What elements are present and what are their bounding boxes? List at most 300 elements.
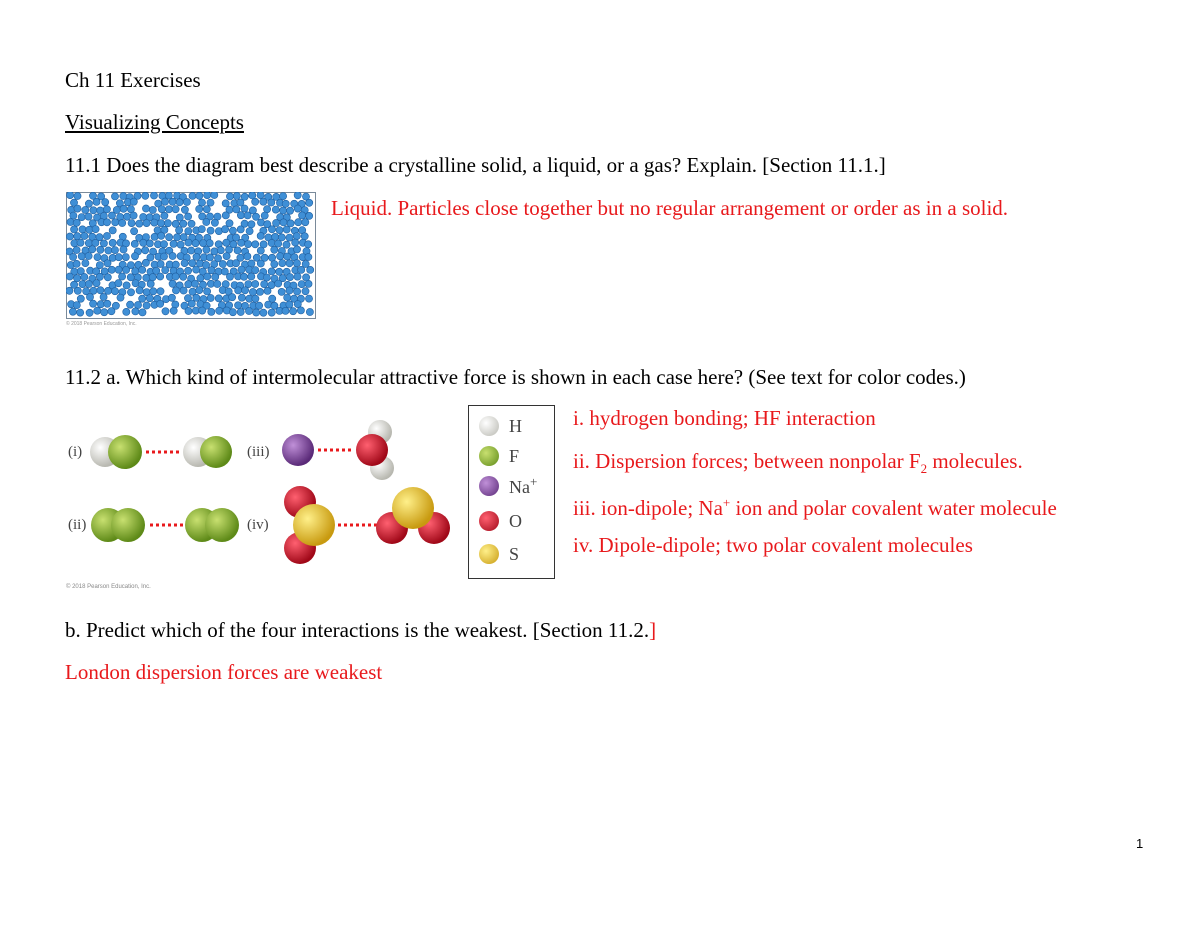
liquid-particle bbox=[261, 212, 268, 219]
liquid-particle bbox=[286, 287, 293, 294]
liquid-particle bbox=[214, 280, 221, 287]
answer-iii-tail: ion and polar covalent water molecule bbox=[730, 496, 1057, 520]
liquid-particle bbox=[69, 308, 76, 315]
liquid-particle bbox=[90, 207, 97, 214]
liquid-particle bbox=[96, 273, 103, 280]
liquid-particle bbox=[278, 288, 285, 295]
liquid-particle bbox=[102, 199, 109, 206]
liquid-particle bbox=[136, 287, 143, 294]
liquid-particle bbox=[149, 206, 156, 213]
liquid-particle bbox=[105, 247, 112, 254]
liquid-particle bbox=[189, 260, 196, 267]
liquid-particle bbox=[158, 232, 165, 239]
liquid-particle bbox=[127, 289, 134, 296]
sodium-ion bbox=[282, 434, 314, 466]
liquid-particle bbox=[104, 260, 111, 267]
liquid-particle bbox=[268, 239, 275, 246]
liquid-particle bbox=[90, 287, 97, 294]
liquid-particle bbox=[142, 247, 149, 254]
liquid-particle bbox=[169, 252, 176, 259]
liquid-particle bbox=[306, 212, 313, 219]
liquid-particle bbox=[101, 309, 108, 316]
liquid-particle bbox=[282, 307, 289, 314]
liquid-particle bbox=[111, 288, 118, 295]
liquid-particle bbox=[208, 267, 215, 274]
liquid-particle bbox=[112, 219, 119, 226]
liquid-particle bbox=[73, 302, 80, 309]
legend-item-o bbox=[479, 509, 522, 533]
answer-iii-text: iii. ion-dipole; Na bbox=[573, 496, 723, 520]
liquid-particle bbox=[286, 301, 293, 308]
liquid-particle bbox=[120, 246, 127, 253]
liquid-particle bbox=[244, 253, 251, 260]
liquid-particle bbox=[115, 254, 122, 261]
liquid-particle bbox=[166, 234, 173, 241]
liquid-particle bbox=[222, 226, 229, 233]
liquid-particle bbox=[280, 219, 287, 226]
liquid-particle bbox=[305, 253, 312, 260]
liquid-particle bbox=[193, 253, 200, 260]
liquid-particle bbox=[276, 268, 283, 275]
liquid-particle bbox=[100, 240, 107, 247]
liquid-particle bbox=[264, 287, 271, 294]
liquid-particle bbox=[139, 309, 146, 316]
liquid-particle bbox=[207, 227, 214, 234]
case-label-iv: (iv) bbox=[247, 517, 269, 533]
liquid-particle bbox=[164, 220, 171, 227]
liquid-particle bbox=[81, 232, 88, 239]
sodium-swatch bbox=[479, 476, 499, 496]
liquid-particle bbox=[199, 307, 206, 314]
liquid-particle bbox=[104, 274, 111, 281]
water-molecule bbox=[356, 420, 394, 480]
liquid-particle bbox=[245, 241, 252, 248]
liquid-particle bbox=[244, 212, 251, 219]
case-label-ii: (ii) bbox=[68, 517, 87, 533]
legend-label-o: O bbox=[509, 510, 522, 531]
answer-iii-charge: + bbox=[722, 495, 731, 510]
liquid-particle bbox=[180, 220, 187, 227]
liquid-particle bbox=[109, 227, 116, 234]
liquid-particle bbox=[286, 234, 293, 241]
so2-molecule-left bbox=[284, 486, 335, 564]
liquid-particle bbox=[200, 240, 207, 247]
liquid-particle bbox=[252, 241, 259, 248]
liquid-particle bbox=[203, 218, 210, 225]
liquid-particle bbox=[284, 253, 291, 260]
liquid-particle bbox=[242, 287, 249, 294]
liquid-particle bbox=[93, 280, 100, 287]
liquid-particle bbox=[157, 300, 164, 307]
liquid-particle bbox=[128, 220, 135, 227]
liquid-particle bbox=[81, 273, 88, 280]
liquid-particle bbox=[223, 253, 230, 260]
liquid-particle bbox=[229, 227, 236, 234]
liquid-particle bbox=[160, 253, 167, 260]
page-title: Ch 11 Exercises bbox=[65, 68, 201, 92]
liquid-particle bbox=[158, 206, 165, 213]
liquid-particle bbox=[207, 294, 214, 301]
liquid-particle bbox=[185, 213, 192, 220]
answer-11-1: Liquid. Particles close together but no regular arrangement or order as in a solid. bbox=[331, 196, 1009, 220]
liquid-particle bbox=[85, 200, 92, 207]
liquid-particle bbox=[246, 228, 253, 235]
liquid-particle bbox=[268, 309, 275, 316]
liquid-particle bbox=[146, 295, 153, 302]
liquid-particle bbox=[150, 288, 157, 295]
liquid-particle bbox=[240, 273, 247, 280]
color-code-legend bbox=[468, 405, 555, 579]
liquid-particle bbox=[119, 273, 126, 280]
liquid-particle bbox=[123, 308, 130, 315]
liquid-particle bbox=[307, 266, 314, 273]
liquid-particle bbox=[103, 219, 110, 226]
liquid-particle bbox=[306, 308, 313, 315]
liquid-particle bbox=[132, 308, 139, 315]
liquid-particle bbox=[123, 266, 130, 273]
liquid-particle bbox=[233, 192, 240, 199]
liquid-particle bbox=[142, 192, 149, 199]
liquid-particle bbox=[124, 213, 131, 220]
liquid-particle bbox=[229, 309, 236, 316]
liquid-particle bbox=[162, 267, 169, 274]
hf-molecule-right bbox=[183, 436, 232, 468]
fluorine-swatch bbox=[479, 446, 499, 466]
question-11-1: 11.1 Does the diagram best describe a crystalline solid, a liquid, or a gas? Explain. [Section 11.1.] bbox=[65, 153, 886, 177]
liquid-particle bbox=[103, 232, 110, 239]
liquid-particle bbox=[252, 280, 259, 287]
liquid-particle bbox=[74, 192, 81, 199]
liquid-particle bbox=[211, 192, 218, 199]
liquid-particle bbox=[257, 260, 264, 267]
liquid-particle bbox=[79, 226, 86, 233]
liquid-particle bbox=[77, 309, 84, 316]
liquid-particle bbox=[108, 266, 115, 273]
answer-i: i. hydrogen bonding; HF interaction bbox=[573, 406, 876, 430]
liquid-particle bbox=[115, 280, 122, 287]
liquid-particle bbox=[94, 254, 101, 261]
liquid-particle bbox=[131, 228, 138, 235]
liquid-particle bbox=[73, 246, 80, 253]
legend-label-na-text: Na bbox=[509, 477, 530, 497]
liquid-particle bbox=[237, 226, 244, 233]
liquid-particle bbox=[204, 273, 211, 280]
liquid-particle bbox=[198, 226, 205, 233]
liquid-particle bbox=[139, 266, 146, 273]
liquid-particle bbox=[263, 274, 270, 281]
liquid-particle bbox=[271, 246, 278, 253]
intermolecular-forces-diagram bbox=[60, 402, 460, 580]
liquid-particle bbox=[131, 240, 138, 247]
liquid-particle bbox=[268, 226, 275, 233]
liquid-particle bbox=[185, 239, 192, 246]
liquid-particle bbox=[283, 226, 290, 233]
liquid-particle bbox=[273, 219, 280, 226]
liquid-particle bbox=[97, 287, 104, 294]
liquid-particle bbox=[189, 192, 196, 199]
liquid-particle bbox=[115, 266, 122, 273]
liquid-particle bbox=[191, 280, 198, 287]
liquid-particle bbox=[286, 260, 293, 267]
liquid-particle bbox=[280, 207, 287, 214]
liquid-particle bbox=[206, 254, 213, 261]
liquid-particle bbox=[238, 294, 245, 301]
liquid-particle bbox=[235, 287, 242, 294]
liquid-particle bbox=[85, 213, 92, 220]
liquid-particle bbox=[185, 281, 192, 288]
liquid-particle bbox=[66, 233, 73, 240]
liquid-particle bbox=[77, 295, 84, 302]
liquid-particle bbox=[172, 273, 179, 280]
liquid-particle bbox=[232, 260, 239, 267]
liquid-particle bbox=[283, 241, 290, 248]
liquid-particle bbox=[82, 206, 89, 213]
liquid-particle bbox=[208, 308, 215, 315]
liquid-particle bbox=[74, 275, 81, 282]
question-11-2b-bracket: ] bbox=[649, 618, 657, 642]
liquid-particle bbox=[193, 266, 200, 273]
liquid-particle bbox=[108, 308, 115, 315]
liquid-particle bbox=[120, 205, 127, 212]
liquid-particle bbox=[235, 302, 242, 309]
case-label-i: (i) bbox=[68, 444, 83, 460]
liquid-particle bbox=[253, 309, 260, 316]
liquid-particle bbox=[140, 239, 147, 246]
liquid-particle bbox=[222, 212, 229, 219]
liquid-particle bbox=[196, 205, 203, 212]
hydrogen-swatch bbox=[479, 416, 499, 436]
liquid-particle bbox=[225, 246, 232, 253]
liquid-particle bbox=[89, 246, 96, 253]
liquid-particle bbox=[245, 307, 252, 314]
liquid-particle bbox=[109, 239, 116, 246]
sulfur-swatch bbox=[479, 544, 499, 564]
liquid-particle bbox=[260, 309, 267, 316]
liquid-particle bbox=[143, 274, 150, 281]
answer-ii-subscript: 2 bbox=[920, 461, 928, 477]
figure-credit: © 2018 Pearson Education, Inc. bbox=[66, 321, 137, 327]
liquid-particle bbox=[211, 248, 218, 255]
liquid-particle bbox=[185, 228, 192, 235]
liquid-particle bbox=[104, 300, 111, 307]
legend-label-f: F bbox=[509, 445, 520, 466]
liquid-particle bbox=[67, 192, 74, 199]
liquid-particle bbox=[204, 192, 211, 199]
answer-ii-tail: molecules. bbox=[927, 449, 1023, 473]
liquid-particle bbox=[290, 308, 297, 315]
liquid-particle bbox=[277, 253, 284, 260]
liquid-particle bbox=[170, 307, 177, 314]
f2-molecule-left bbox=[91, 508, 145, 542]
liquid-particle bbox=[203, 206, 210, 213]
liquid-particle bbox=[78, 253, 85, 260]
liquid-particle bbox=[292, 239, 299, 246]
liquid-particle bbox=[293, 246, 300, 253]
liquid-particle bbox=[176, 227, 183, 234]
answer-11-2b: London dispersion forces are weakest bbox=[65, 660, 383, 684]
liquid-particle bbox=[85, 280, 92, 287]
liquid-particle bbox=[302, 219, 309, 226]
answer-ii bbox=[573, 448, 1023, 482]
liquid-particle bbox=[280, 193, 287, 200]
legend-item-h bbox=[479, 414, 522, 438]
liquid-particle bbox=[119, 219, 126, 226]
liquid-particle bbox=[143, 302, 150, 309]
legend-label-na bbox=[509, 474, 537, 498]
legend-item-na bbox=[479, 474, 537, 498]
liquid-particle bbox=[130, 212, 137, 219]
liquid-particle bbox=[142, 259, 149, 266]
liquid-particle bbox=[130, 198, 137, 205]
liquid-particle bbox=[203, 246, 210, 253]
liquid-particle bbox=[237, 308, 244, 315]
liquid-particle bbox=[172, 287, 179, 294]
liquid-particle bbox=[294, 192, 301, 199]
liquid-particle bbox=[192, 240, 199, 247]
liquid-particle bbox=[139, 295, 146, 302]
liquid-particle bbox=[157, 273, 164, 280]
liquid-particle bbox=[287, 207, 294, 214]
liquid-particle bbox=[257, 232, 264, 239]
liquid-particle bbox=[185, 267, 192, 274]
liquid-particle bbox=[172, 206, 179, 213]
liquid-particle bbox=[226, 273, 233, 280]
question-11-2b bbox=[65, 617, 656, 643]
liquid-particle bbox=[297, 307, 304, 314]
liquid-particle bbox=[157, 288, 164, 295]
liquid-particle bbox=[306, 199, 313, 206]
liquid-particle bbox=[257, 192, 264, 199]
liquid-particle bbox=[66, 287, 73, 294]
liquid-particle bbox=[275, 240, 282, 247]
liquid-particle bbox=[252, 295, 259, 302]
liquid-particle bbox=[257, 247, 264, 254]
liquid-particle bbox=[78, 214, 85, 221]
liquid-particle bbox=[204, 288, 211, 295]
liquid-particle bbox=[302, 260, 309, 267]
liquid-particle bbox=[299, 212, 306, 219]
liquid-particle bbox=[185, 307, 192, 314]
liquid-particle bbox=[86, 293, 93, 300]
liquid-particle bbox=[169, 198, 176, 205]
liquid-particle bbox=[294, 205, 301, 212]
liquid-particle bbox=[256, 302, 263, 309]
liquid-particle bbox=[111, 193, 118, 200]
page-number: 1 bbox=[1136, 836, 1144, 851]
liquid-particle bbox=[268, 268, 275, 275]
question-11-2b-text: b. Predict which of the four interactions is the weakest. [Section 11.2. bbox=[65, 618, 650, 642]
liquid-particle bbox=[294, 288, 301, 295]
liquid-particle bbox=[223, 239, 230, 246]
liquid-particle bbox=[92, 239, 99, 246]
liquid-particle bbox=[226, 193, 233, 200]
liquid-particle bbox=[212, 273, 219, 280]
answer-ii-text: ii. Dispersion forces; between nonpolar F bbox=[573, 449, 921, 473]
legend-label-h: H bbox=[509, 415, 522, 436]
legend-item-s bbox=[479, 542, 519, 566]
liquid-particle bbox=[74, 233, 81, 240]
liquid-particle bbox=[183, 198, 190, 205]
liquid-particle bbox=[70, 253, 77, 260]
liquid-particle bbox=[181, 206, 188, 213]
liquid-particle bbox=[168, 294, 175, 301]
liquid-particle bbox=[286, 274, 293, 281]
liquid-particle bbox=[73, 260, 80, 267]
liquid-particle bbox=[188, 220, 195, 227]
liquid-particle bbox=[174, 234, 181, 241]
liquid-particle bbox=[298, 266, 305, 273]
liquid-particle bbox=[131, 253, 138, 260]
liquid-particle bbox=[295, 219, 302, 226]
liquid-particle bbox=[162, 308, 169, 315]
legend-item-f bbox=[479, 444, 519, 468]
liquid-particle bbox=[260, 198, 267, 205]
legend-label-na-charge: + bbox=[530, 474, 538, 489]
liquid-particle bbox=[73, 219, 80, 226]
f2-molecule-right bbox=[185, 508, 239, 542]
liquid-particle bbox=[302, 288, 309, 295]
liquid-particle bbox=[305, 280, 312, 287]
liquid-particle bbox=[66, 273, 73, 280]
liquid-particle bbox=[157, 260, 164, 267]
liquid-particle bbox=[294, 273, 301, 280]
liquid-particle bbox=[188, 247, 195, 254]
legend-label-s: S bbox=[509, 543, 520, 564]
liquid-particle bbox=[293, 260, 300, 267]
liquid-particle bbox=[136, 220, 143, 227]
liquid-particle bbox=[92, 226, 99, 233]
liquid-particle bbox=[217, 247, 224, 254]
liquid-particle bbox=[123, 282, 130, 289]
liquid-particle bbox=[206, 240, 213, 247]
liquid-particle bbox=[268, 199, 275, 206]
liquid-particle bbox=[117, 294, 124, 301]
liquid-particle bbox=[196, 287, 203, 294]
liquid-particle bbox=[241, 205, 248, 212]
liquid-particle bbox=[207, 199, 214, 206]
liquid-particle bbox=[305, 241, 312, 248]
liquid-particles-diagram bbox=[66, 192, 316, 319]
liquid-particle bbox=[85, 252, 92, 259]
liquid-particle bbox=[252, 198, 259, 205]
liquid-particle bbox=[276, 227, 283, 234]
liquid-particle bbox=[222, 200, 229, 207]
liquid-particle bbox=[249, 288, 256, 295]
section-heading: Visualizing Concepts bbox=[65, 110, 244, 134]
liquid-particle bbox=[284, 294, 291, 301]
liquid-particle bbox=[272, 206, 279, 213]
liquid-particle bbox=[303, 274, 310, 281]
figure-credit-molecules: © 2018 Pearson Education, Inc. bbox=[66, 584, 151, 590]
liquid-particle bbox=[97, 301, 104, 308]
liquid-particle bbox=[216, 307, 223, 314]
liquid-particle bbox=[127, 274, 134, 281]
liquid-particle bbox=[176, 199, 183, 206]
liquid-particle bbox=[197, 275, 204, 282]
liquid-particle bbox=[256, 288, 263, 295]
liquid-particle bbox=[252, 267, 259, 274]
liquid-particle bbox=[252, 213, 259, 220]
liquid-particle bbox=[237, 212, 244, 219]
liquid-particle bbox=[74, 287, 81, 294]
liquid-particle bbox=[234, 247, 241, 254]
liquid-particle bbox=[181, 260, 188, 267]
liquid-particle bbox=[180, 287, 187, 294]
liquid-particle bbox=[282, 200, 289, 207]
liquid-particle bbox=[97, 246, 104, 253]
answer-iv: iv. Dipole-dipole; two polar covalent molecules bbox=[573, 533, 973, 557]
hf-molecule-left bbox=[90, 435, 142, 469]
